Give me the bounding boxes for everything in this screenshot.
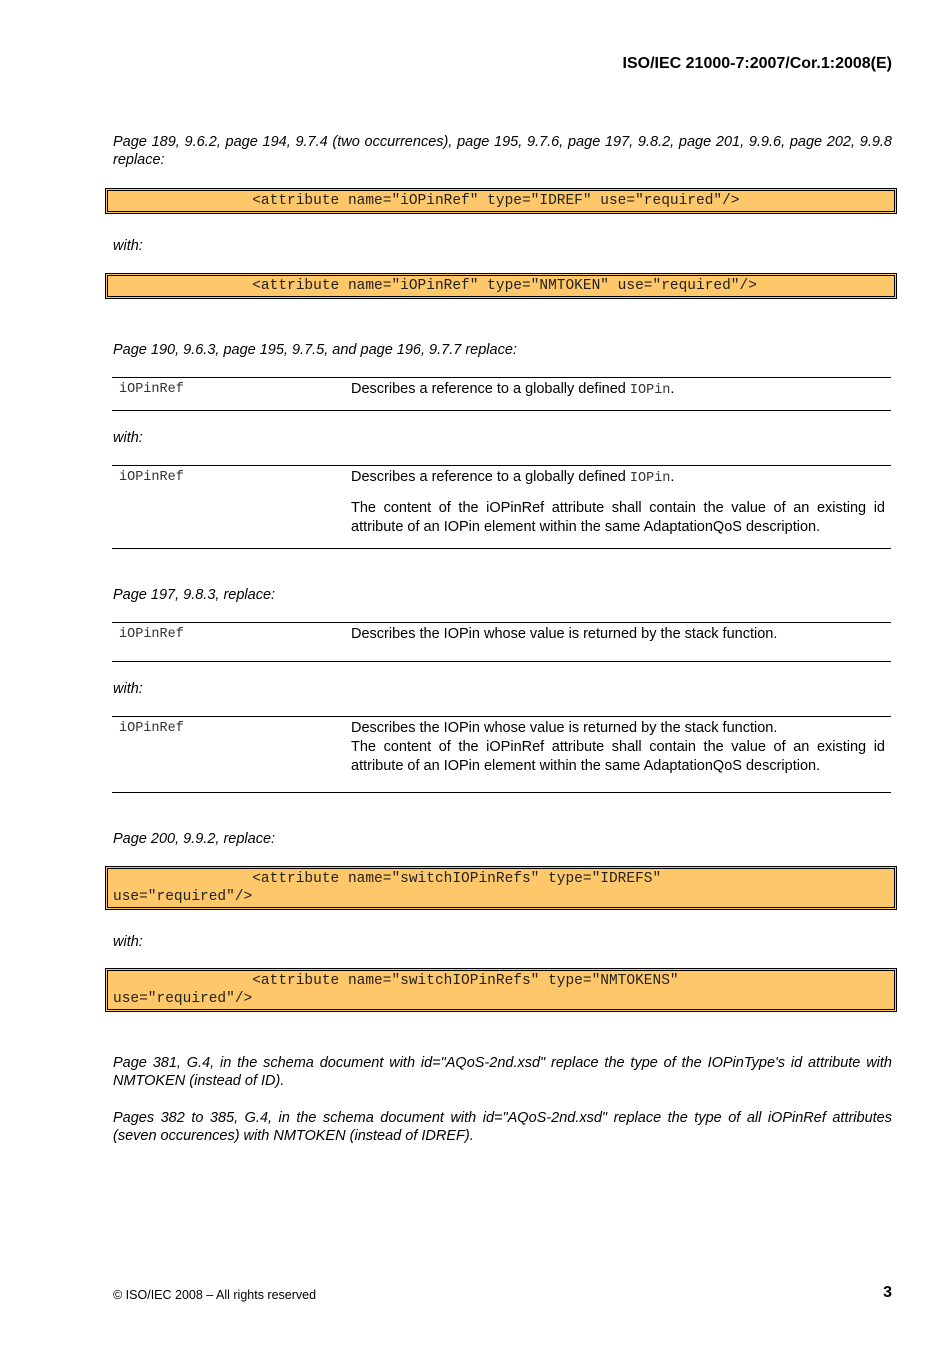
desc-code: IOPin bbox=[629, 471, 671, 486]
desc-extra: The content of the iOPinRef attribute shall contain the value of an existing id attribute of an IOPin element within the same AdaptationQoS description. bbox=[351, 500, 885, 535]
page-number: 3 bbox=[883, 1284, 892, 1301]
table-term: iOPinRef bbox=[119, 627, 184, 642]
table-description bbox=[345, 717, 891, 776]
with-label: with: bbox=[113, 238, 143, 254]
code-block-iopinref-nmtoken: <attribute name="iOPinRef" type="NMTOKEN" use="required"/> bbox=[105, 273, 897, 299]
table-row bbox=[112, 623, 891, 644]
definition-table-old-1 bbox=[112, 377, 891, 411]
with-label: with: bbox=[113, 430, 143, 446]
table-term: iOPinRef bbox=[119, 470, 184, 485]
desc-line: Describes the IOPin whose value is returned by the stack function. bbox=[351, 720, 778, 736]
desc-code: IOPin bbox=[629, 383, 671, 398]
table-row bbox=[112, 466, 891, 537]
definition-table-new-1 bbox=[112, 465, 891, 549]
table-description bbox=[345, 378, 891, 400]
with-label: with: bbox=[113, 681, 143, 697]
table-term: iOPinRef bbox=[119, 382, 184, 397]
desc-suffix: . bbox=[670, 381, 675, 397]
copyright-footer: © ISO/IEC 2008 – All rights reserved bbox=[113, 1288, 317, 1302]
definition-table-old-2 bbox=[112, 622, 891, 662]
schema-note-2: Pages 382 to 385, G.4, in the schema document with id="AQoS-2nd.xsd" replace the type of all iOPinRef attributes (seven occurences) with NMTOKEN (instead of IDREF). bbox=[113, 1110, 892, 1144]
desc-text: Describes a reference to a globally defined bbox=[351, 381, 630, 397]
replace-instruction-3: Page 197, 9.8.3, replace: bbox=[113, 587, 276, 603]
code-block-switchiopinrefs-idrefs: <attribute name="switchIOPinRefs" type="IDREFS" use="required"/> bbox=[105, 866, 897, 910]
table-description: Describes the IOPin whose value is returned by the stack function. bbox=[351, 626, 778, 642]
code-block-iopinref-idref: <attribute name="iOPinRef" type="IDREF" use="required"/> bbox=[105, 188, 897, 214]
desc-suffix: . bbox=[670, 469, 675, 485]
standard-reference-header: ISO/IEC 21000-7:2007/Cor.1:2008(E) bbox=[622, 55, 892, 72]
table-description bbox=[345, 466, 891, 537]
with-label: with: bbox=[113, 934, 143, 950]
table-row bbox=[112, 717, 891, 776]
desc-line bbox=[351, 468, 885, 488]
table-term: iOPinRef bbox=[119, 721, 184, 736]
desc-text: Describes a reference to a globally defined bbox=[351, 469, 630, 485]
code-block-switchiopinrefs-nmtokens: <attribute name="switchIOPinRefs" type="NMTOKENS" use="required"/> bbox=[105, 968, 897, 1012]
replace-instruction-4: Page 200, 9.9.2, replace: bbox=[113, 831, 276, 847]
replace-instruction-1: Page 189, 9.6.2, page 194, 9.7.4 (two occurrences), page 195, 9.7.6, page 197, 9.8.2, page 201, 9.9.6, page 202, 9.9.8 replace: bbox=[113, 134, 892, 168]
replace-instruction-2: Page 190, 9.6.3, page 195, 9.7.5, and page 196, 9.7.7 replace: bbox=[113, 342, 517, 358]
schema-note-1: Page 381, G.4, in the schema document with id="AQoS-2nd.xsd" replace the type of the IOPinType's id attribute with NMTOKEN (instead of ID). bbox=[113, 1055, 892, 1089]
definition-table-new-2 bbox=[112, 716, 891, 793]
table-row bbox=[112, 378, 891, 400]
desc-extra: The content of the iOPinRef attribute shall contain the value of an existing id attribute of an IOPin element within the same AdaptationQoS description. bbox=[351, 739, 885, 774]
